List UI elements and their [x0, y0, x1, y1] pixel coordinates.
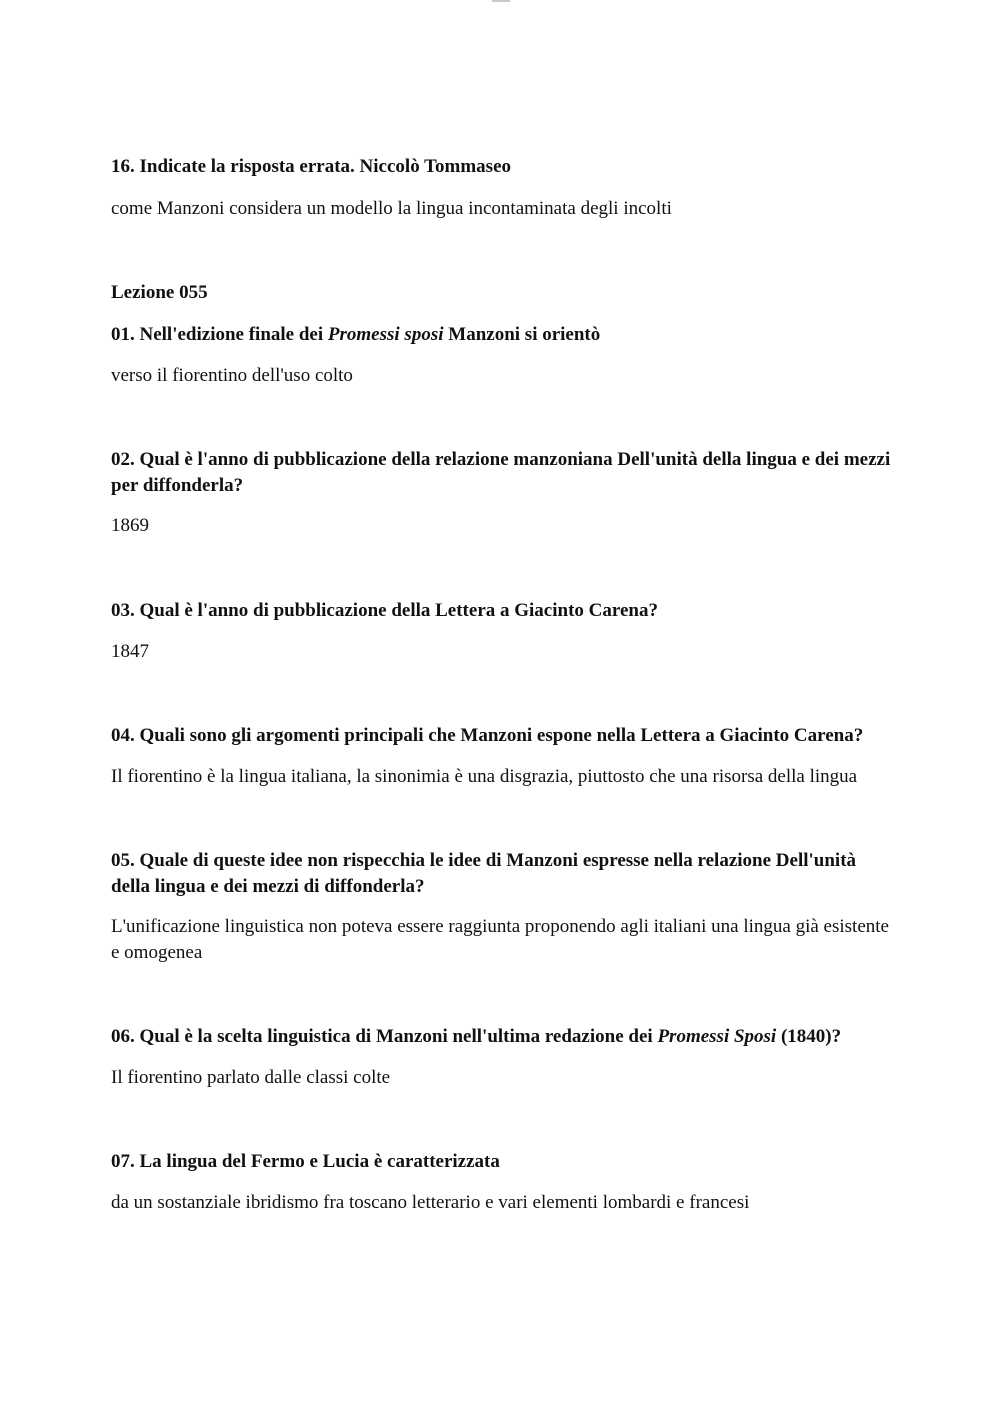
- question-06: [111, 1024, 891, 1050]
- question-06-prefix: 06. Qual è la scelta linguistica di Manzoni nell'ultima redazione dei: [111, 1026, 658, 1047]
- answer-07: da un sostanziale ibridismo fra toscano letterario e vari elementi lombardi e francesi: [111, 1192, 750, 1213]
- question-04: 04. Quali sono gli argomenti principali che Manzoni espone nella Lettera a Giacinto Carena?: [111, 725, 864, 746]
- answer-01: verso il fiorentino dell'uso colto: [111, 365, 353, 386]
- question-01-italic-title: Promessi sposi: [327, 324, 444, 345]
- question-07: 07. La lingua del Fermo e Lucia è caratterizzata: [111, 1151, 500, 1172]
- answer-06: Il fiorentino parlato dalle classi colte: [111, 1067, 391, 1088]
- question-01: [111, 322, 891, 348]
- answer-16: come Manzoni considera un modello la lingua incontaminata degli incolti: [111, 198, 672, 219]
- question-01-suffix: Manzoni si orientò: [443, 324, 601, 345]
- page-header-mark: [492, 0, 510, 2]
- question-06-suffix: (1840)?: [776, 1026, 842, 1047]
- question-05: 05. Quale di queste idee non rispecchia le idee di Manzoni espresse nella relazione Dell'unità della lingua e dei mezzi di diffonderla?: [111, 850, 857, 897]
- question-01-prefix: 01. Nell'edizione finale dei: [111, 324, 328, 345]
- lesson-heading: Lezione 055: [111, 282, 208, 303]
- answer-04: Il fiorentino è la lingua italiana, la sinonimia è una disgrazia, piuttosto che una risorsa della lingua: [111, 766, 858, 787]
- question-06-italic-title: Promessi Sposi: [657, 1026, 777, 1047]
- question-02: 02. Qual è l'anno di pubblicazione della relazione manzoniana Dell'unità della lingua e dei mezzi per diffonderla?: [111, 449, 891, 496]
- question-16: 16. Indicate la risposta errata. Niccolò Tommaseo: [111, 156, 512, 177]
- question-03: 03. Qual è l'anno di pubblicazione della Lettera a Giacinto Carena?: [111, 600, 658, 621]
- answer-05: L'unificazione linguistica non poteva essere raggiunta proponendo agli italiani una lingua già esistente e omogenea: [111, 916, 889, 963]
- answer-02: 1869: [111, 515, 149, 536]
- answer-03: 1847: [111, 641, 149, 662]
